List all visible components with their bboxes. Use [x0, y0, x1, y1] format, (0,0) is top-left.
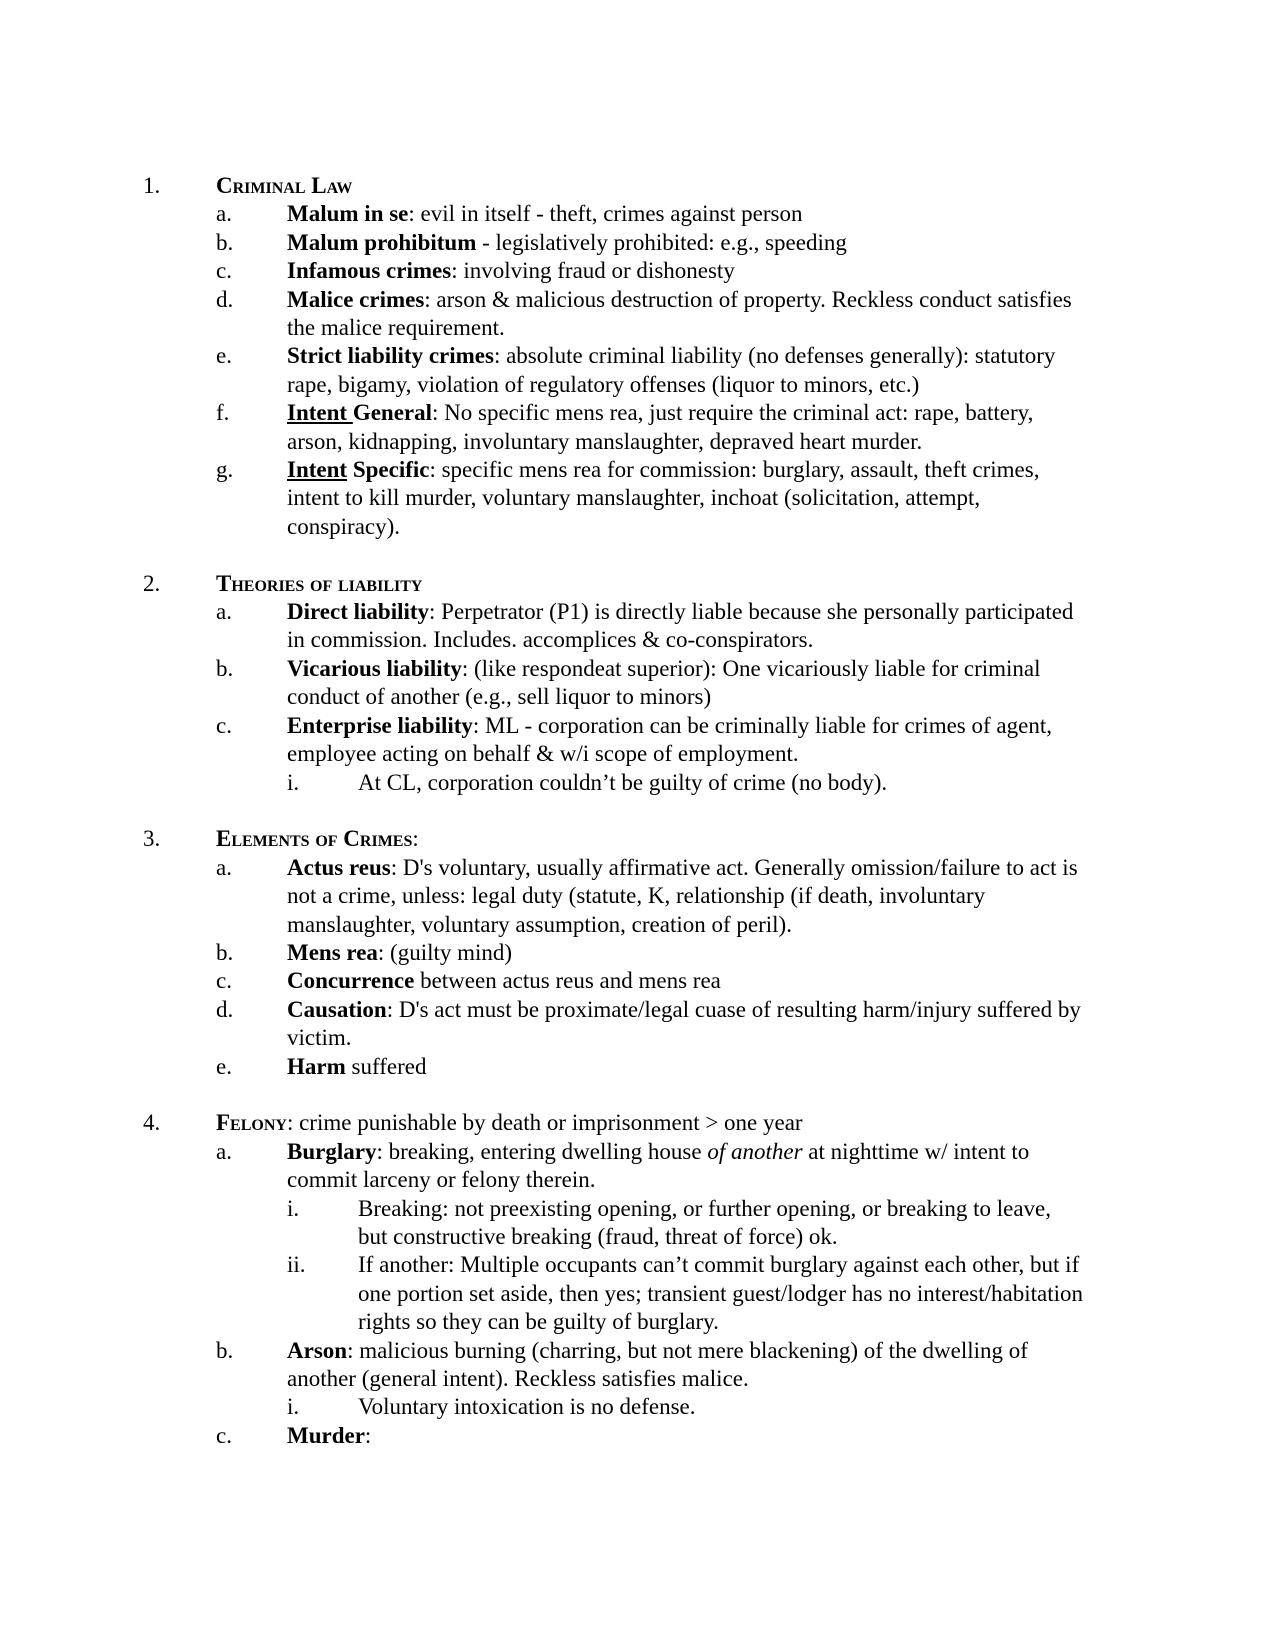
item-letter: b.: [216, 229, 234, 255]
list-item: [0, 456, 1275, 541]
section-title-suffix: : crime punishable by death or imprisonment > one year: [286, 1110, 803, 1136]
section-elements-of-crimes: [0, 825, 1275, 1081]
item-term: General: [352, 400, 433, 426]
section-title: Elements of Crimes: [216, 826, 413, 852]
item-letter: b.: [216, 1337, 234, 1363]
section-number: 3.: [143, 826, 161, 852]
item-text: : D's act must be proximate/legal cuase of resulting harm/injury suffered by victim.: [287, 996, 1081, 1051]
item-term: Arson: [287, 1337, 348, 1363]
item-text: : breaking, entering dwelling house: [376, 1138, 708, 1164]
section-heading: [0, 172, 1275, 200]
list-item: [0, 967, 1275, 995]
list-item: [0, 257, 1275, 285]
item-term: Malice crimes: [287, 286, 425, 312]
list-item: [0, 655, 1275, 712]
item-term: Malum prohibitum: [287, 229, 477, 255]
section-felony: [0, 1109, 1275, 1450]
item-term: Vicarious liability: [287, 655, 462, 681]
item-text: : D's voluntary, usually affirmative act. Generally omission/failure to act is not a crime, unless: legal duty (statute, K, relationship (if death, involuntary manslaughter, voluntary assumption, creation of peril).: [287, 854, 1078, 937]
section-theories-of-liability: [0, 570, 1275, 797]
sub-item-text: Breaking: not preexisting opening, or further opening, or breaking to leave, but constructive breaking (fraud, threat of force) ok.: [358, 1195, 1051, 1249]
item-term: Concurrence: [287, 968, 415, 994]
item-text: :: [364, 1422, 372, 1448]
item-letter: c.: [216, 258, 232, 284]
sub-item-numeral: i.: [287, 1195, 300, 1221]
list-item: [0, 229, 1275, 257]
item-text: between actus reus and mens rea: [414, 968, 721, 994]
sub-item-text: Voluntary intoxication is no defense.: [358, 1394, 696, 1420]
item-text: : involving fraud or dishonesty: [451, 258, 735, 284]
section-number: 1.: [143, 173, 161, 198]
item-term: Direct liability: [287, 599, 430, 625]
item-text: : arson & malicious destruction of property. Reckless conduct satisfies the malice requirement.: [287, 286, 1072, 341]
list-item: [0, 1053, 1275, 1081]
item-term: Murder: [287, 1422, 365, 1448]
list-item: [0, 1422, 1275, 1450]
item-term: Harm: [287, 1053, 346, 1079]
list-item: [0, 854, 1275, 939]
item-term: Enterprise liability: [287, 712, 473, 738]
list-item: [0, 399, 1275, 456]
section-heading: [0, 1109, 1275, 1137]
sub-list-item: [0, 1251, 1275, 1336]
item-text: : Perpetrator (P1) is directly liable because she personally participated in commission. Includes. accomplices & co-conspirators.: [287, 599, 1074, 653]
section-heading: [0, 825, 1275, 853]
item-text: : evil in itself - theft, crimes against person: [408, 201, 803, 227]
item-letter: f.: [216, 400, 230, 426]
item-term: Actus reus: [287, 854, 391, 880]
item-term: Strict liability crimes: [287, 343, 494, 369]
item-text: - legislatively prohibited: e.g., speeding: [476, 229, 847, 255]
section-number: 2.: [143, 570, 161, 596]
item-text-after: at nighttime w/ intent to commit larceny or felony therein.: [287, 1138, 1030, 1193]
section-title-suffix: :: [412, 826, 419, 852]
item-italic-text: of another: [707, 1138, 803, 1164]
item-letter: a.: [216, 1138, 232, 1164]
item-text: : (guilty mind): [377, 939, 513, 965]
list-item: [0, 1337, 1275, 1394]
item-letter: a.: [216, 854, 232, 880]
item-term: Burglary: [287, 1138, 377, 1164]
list-item: [0, 598, 1275, 655]
item-letter: g.: [216, 457, 234, 483]
item-letter: e.: [216, 343, 232, 369]
section-number: 4.: [143, 1110, 161, 1136]
item-term-underlined: Intent: [287, 400, 353, 426]
list-item: [0, 286, 1275, 343]
item-term: Malum in se: [287, 201, 409, 227]
item-text: : specific mens rea for commission: burglary, assault, theft crimes, intent to kill murder, voluntary manslaughter, inchoat (solicitation, attempt, conspiracy).: [287, 457, 1040, 539]
item-letter: d.: [216, 286, 234, 312]
item-term: Infamous crimes: [287, 258, 452, 284]
sub-item-numeral: i.: [287, 769, 300, 795]
item-term: Specific: [347, 457, 430, 483]
list-item: [0, 200, 1275, 228]
item-letter: a.: [216, 599, 232, 625]
list-item: [0, 712, 1275, 769]
sub-item-text: If another: Multiple occupants can’t commit burglary against each other, but if one portion set aside, then yes; transient guest/lodger has no interest/habitation rights so they can be guilty of burglary.: [358, 1252, 1083, 1335]
item-term: Causation: [287, 996, 387, 1022]
section-criminal-law: [0, 172, 1275, 541]
sub-list-item: [0, 1393, 1275, 1421]
sub-item-numeral: ii.: [287, 1252, 306, 1278]
item-text: suffered: [345, 1053, 427, 1079]
item-letter: e.: [216, 1053, 232, 1079]
item-letter: d.: [216, 996, 234, 1022]
item-letter: b.: [216, 655, 234, 681]
list-item: [0, 939, 1275, 967]
item-text: : (like respondeat superior): One vicariously liable for criminal conduct of another (e.g., sell liquor to minors): [287, 655, 1041, 710]
item-text: : absolute criminal liability (no defenses generally): statutory rape, bigamy, violation of regulatory offenses (liquor to minors, etc.): [287, 343, 1056, 397]
item-letter: c.: [216, 712, 232, 738]
item-text: : ML - corporation can be criminally liable for crimes of agent, employee acting on behalf & w/i scope of employment.: [287, 712, 1052, 767]
outline: [0, 172, 1275, 1450]
item-text: : No specific mens rea, just require the criminal act: rape, battery, arson, kidnapping, involuntary manslaughter, depraved heart murder.: [287, 400, 1034, 454]
sub-list-item: [0, 769, 1275, 797]
item-letter: c.: [216, 968, 232, 994]
section-title: Criminal Law: [216, 173, 353, 198]
list-item: [0, 1138, 1275, 1195]
item-letter: c.: [216, 1422, 232, 1448]
sub-item-numeral: i.: [287, 1394, 300, 1420]
sub-item-text: At CL, corporation couldn’t be guilty of crime (no body).: [358, 769, 888, 795]
section-title: Felony: [216, 1110, 287, 1136]
list-item: [0, 996, 1275, 1053]
item-term: Mens rea: [287, 939, 378, 965]
sub-list-item: [0, 1195, 1275, 1252]
list-item: [0, 342, 1275, 399]
section-heading: [0, 570, 1275, 598]
item-text: : malicious burning (charring, but not mere blackening) of the dwelling of another (general intent). Reckless satisfies malice.: [287, 1337, 1028, 1392]
item-letter: b.: [216, 939, 234, 965]
item-term-underlined: Intent: [287, 457, 348, 483]
item-letter: a.: [216, 201, 232, 227]
section-title: Theories of liability: [216, 570, 423, 596]
